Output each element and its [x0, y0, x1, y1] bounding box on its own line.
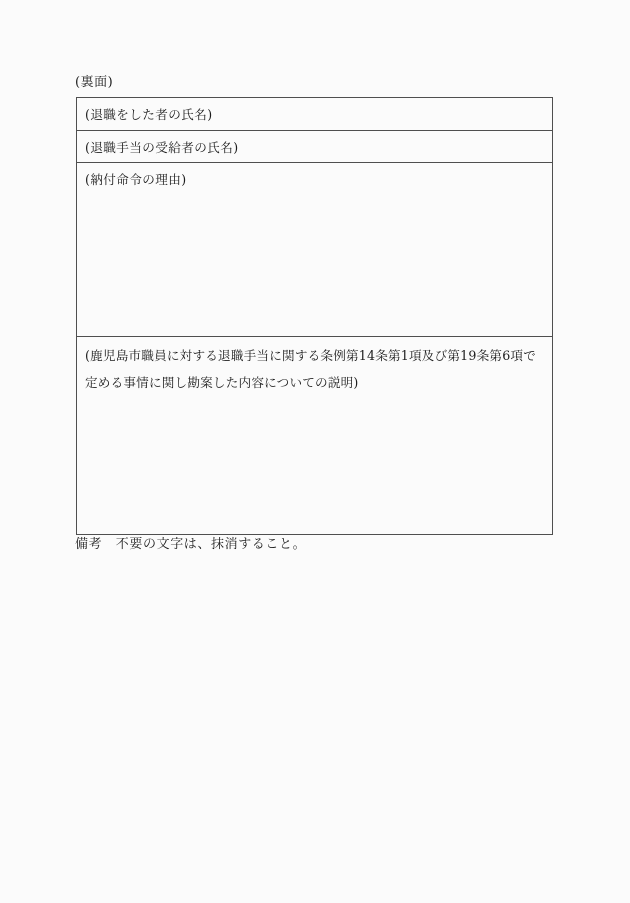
field-retired-person-name	[77, 98, 552, 131]
field-payment-order-reason-label: (納付命令の理由)	[85, 172, 187, 187]
field-allowance-recipient-name	[77, 131, 552, 163]
field-allowance-recipient-name-label: (退職手当の受給者の氏名)	[85, 140, 239, 155]
field-ordinance-consideration-explanation-label: (鹿児島市職員に対する退職手当に関する条例第14条第1項及び第19条第6項で定める事情に関し勘案した内容についての説明)	[85, 348, 536, 390]
remark-note: 備考 不要の文字は、抹消すること。	[75, 537, 307, 552]
field-retired-person-name-label: (退職をした者の氏名)	[85, 107, 213, 122]
form-table	[76, 97, 553, 535]
page-side-label: (裏面)	[75, 75, 114, 90]
field-payment-order-reason	[77, 163, 552, 337]
field-ordinance-consideration-explanation	[77, 337, 552, 534]
